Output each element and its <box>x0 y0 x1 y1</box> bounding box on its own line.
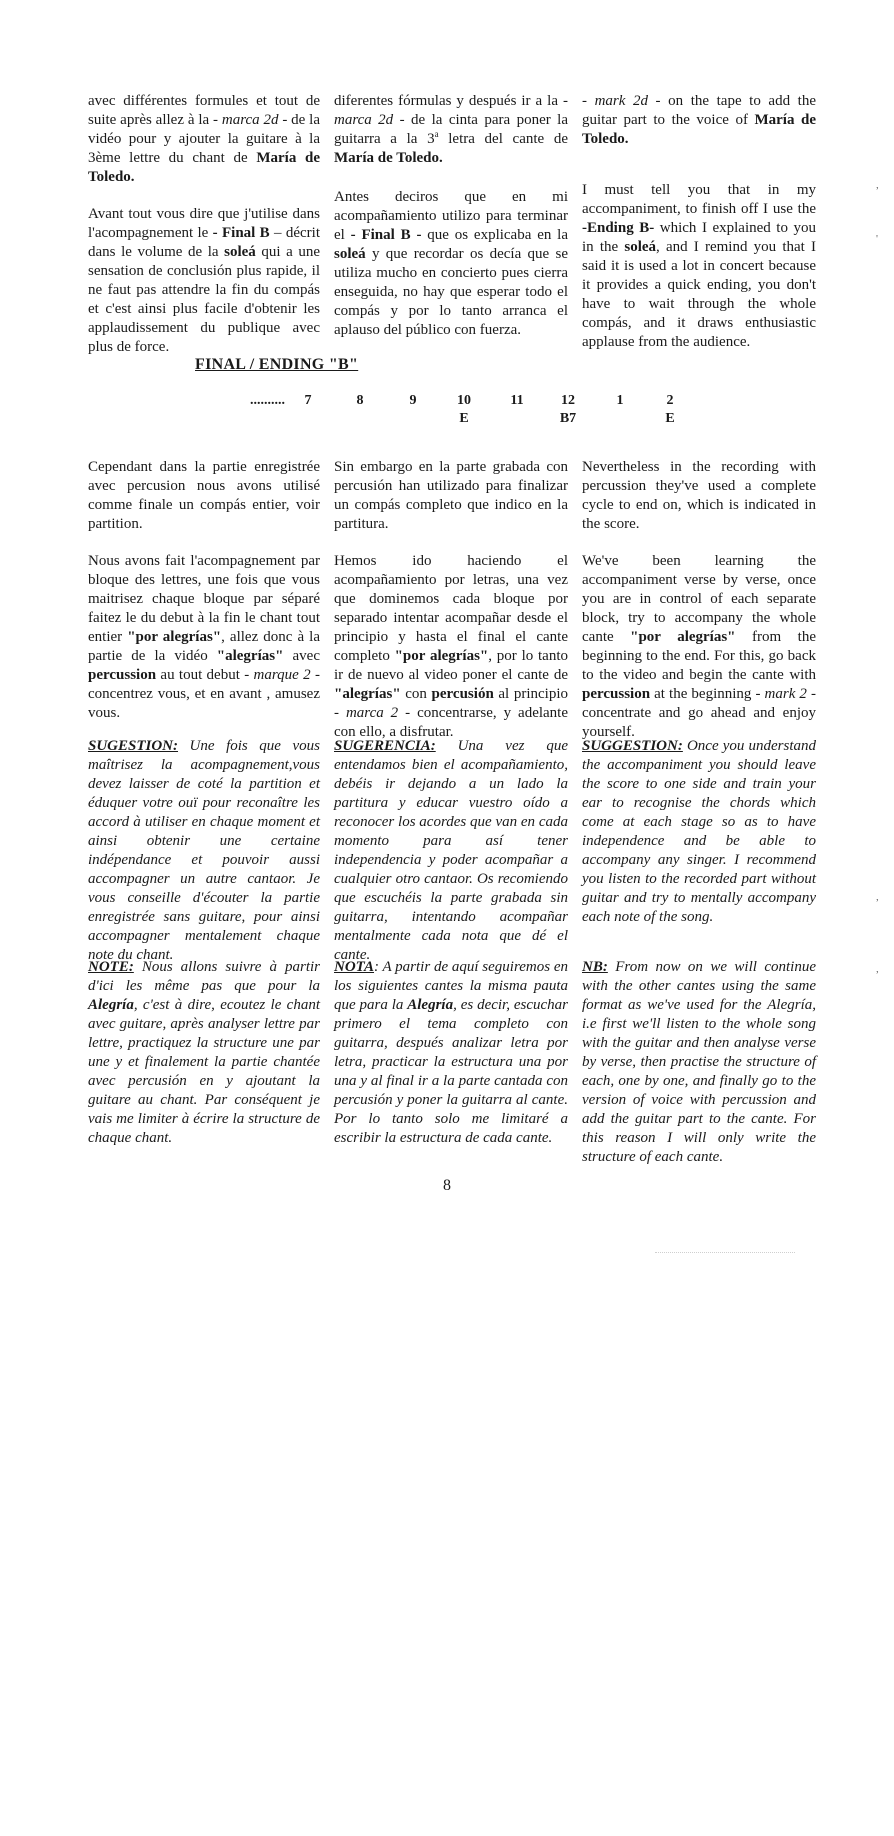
top-columns <box>88 92 817 355</box>
beat-7: 7 <box>304 393 312 408</box>
es-accompaniment-paragraph: Hemos ido haciendo el acompañamiento por letras, una vez que dominemos cada bloque por separado intentar acompañar desde el principio y hasta el final el cante completo "por alegrías", por lo tanto ir de nuevo al video poner el cante de "alegrías" con percusión al principio - marca 2 - concentrarse, y adelante con ello, a disfrutar. <box>334 553 569 740</box>
beat-12: 12 <box>561 393 575 408</box>
fr-suggestion: SUGESTION: Une fois que vous maîtrisez la acompagnement,vous devez laisser de coté la partition et éduquer votre ouï pour reconaître les accord à utiliser en chaque moment et ainsi obtenir une certaine indépendance et pouvoir aussi accompagner un autre cantaor. Je vous conseille d'écouter la partie enregistrée sans guitare, pour ainsi accompagner mentalement chaque note du chant. <box>88 738 320 963</box>
fr-note: NOTE: Nous allons suivre à partir d'ici les même pas que pour la Alegría, c'est à dire, ecoutez le chant avec guitare, après analyser lettre par lettre, practiquez la structure une par une y et finalement la partie chantée avec percusión en y ajoutant la guitare au chant. Par conséquent je vais me limiter à écrire la structure de chaque chant. <box>88 959 320 1146</box>
en-intro-paragraph: - mark 2d - on the tape to add the guitar part to the voice of María de Toledo. <box>582 93 817 147</box>
beat-9: 9 <box>409 393 417 408</box>
es-recording-paragraph: Sin embargo en la parte grabada con percusión han utilizado para finalizar un compás completo que indico en la partitura. <box>334 459 568 532</box>
beat-lead: .......... <box>250 393 285 408</box>
en-note: NB: From now on we will continue with the other cantes using the same format as we've used for the Alegría, i.e first we'll listen to the whole song with the guitar and then analyse verse by verse, then practise the structure of each, one by one, and finally go to the version of voice with percussion and add the guitar part to the cante. For this reason I will only write the structure of each cante. <box>582 959 816 1165</box>
scan-speck: , <box>876 963 879 975</box>
en-suggestion: SUGGESTION: Once you understand the accompaniment you should leave the score to one side and train your ear to recognise the chords which come at each stage so as to have independence and be able to accompany any singer. I recommend you listen to the recorded part without guitar and try to mentally accompany each note of the song. <box>582 738 816 925</box>
beat-1: 1 <box>616 393 624 408</box>
chord-under-beat-10: E <box>459 411 469 426</box>
spanish-column <box>334 92 568 358</box>
en-recording-paragraph: Nevertheless in the recording with percussion they've used a complete cycle to end on, which is indicated in the score. <box>582 459 816 532</box>
es-suggestion: SUGERENCIA: Una vez que entendamos bien el acompañamiento, debéis ir dejando a un lado la partitura y educar vuestro oído a reconocer los acordes que van en cada momento para así tener independencia y poder acompañar a cualquier otro cantaor. Os recomiendo que escuchéis la parte grabada sin guitarra, intentando acompañar mentalmente cada nota que dé el cante. <box>334 738 568 963</box>
chord-under-beat-2: E <box>665 411 675 426</box>
ending-title: FINAL / ENDING "B" <box>195 356 359 373</box>
scan-speck: , <box>876 179 879 191</box>
es-ending-paragraph: Antes deciros que en mi acompañamiento utilizo para terminar el - Final B - que os explicaba en la soleá y que recordar os decía que se utiliza mucho en concierto pues cierra enseguida, no hay que esperar todo el compás y por lo tanto arranca el aplauso del público con fuerza. <box>334 189 568 338</box>
english-column <box>582 92 816 370</box>
es-intro-paragraph: diferentes fórmulas y después ir a la - marca 2d - de la cinta para poner la guitarra a la 3$^a$ letra del cante de María de Toledo. <box>334 93 568 166</box>
es-note: NOTA: A partir de aquí seguiremos en los siguientes cantes la misma pauta que para la Alegría, es decir, escuchar primero el tema completo con guitarra, después analizar letra por letra, practicar la estructura una por una y al final ir a la parte cantada con percusión y poner la guitarra al cante. Por lo tanto solo me limitaré a escribir la estructura de cada cante. <box>334 959 568 1146</box>
english-column <box>582 458 816 760</box>
middle-columns <box>88 458 816 740</box>
scan-speck: , <box>876 891 879 903</box>
french-column <box>88 458 320 741</box>
beat-8: 8 <box>356 393 364 408</box>
en-accompaniment-paragraph: We've been learning the accompaniment verse by verse, once you are in control of each separate block, try to accompany the whole cante "por alegrías" from the beginning to the end. For this, go back to the video and begin the cante with percussion at the beginning - mark 2 - concentrate and go ahead and enjoy yourself. <box>582 553 816 740</box>
fr-intro-paragraph: avec différentes formules et tout de suite après allez à la - marca 2d - de la vidéo pour y ajouter la guitare à la 3ème lettre du chant de María de Toledo. <box>88 93 321 185</box>
beat-11: 11 <box>510 393 524 408</box>
chord-under-beat-12: B7 <box>559 411 577 426</box>
fr-accompaniment-paragraph: Nous avons fait l'acompagnement par bloque des lettres, une fois que vous maitrisez chaque bloque par séparé faitez le du debut à la fin le chant tout entier "por alegrías", allez donc à la partie de la vidéo "alegrías" avec percussion au tout debut - marque 2 - concentrez vous, et en avant , amusez vous. <box>88 553 321 721</box>
suggestion-columns <box>88 737 816 963</box>
spanish-column <box>334 458 568 760</box>
note-columns <box>88 958 816 1165</box>
en-ending-paragraph: I must tell you that in my accompaniment, to finish off I use the -Ending B- which I explained to you in the soleá, and I remind you that I said it is used a lot in concert because it provides a quick ending, you don't have to wait through the whole compás, and it draws enthusiastic applause from the audience. <box>582 182 816 350</box>
scan-speck: ' <box>876 233 878 245</box>
fr-recording-paragraph: Cependant dans la partie enregistrée avec percusion nous avons utilisé comme finale un compás entier, voir partition. <box>88 459 320 532</box>
scan-dotted-mark <box>655 1252 795 1253</box>
page-number: 8 <box>443 1177 451 1194</box>
beat-2: 2 <box>666 393 674 408</box>
fr-ending-paragraph: Avant tout vous dire que j'utilise dans l'acompagnement le - Final B – décrit dans le volume de la soleá qui a une sensation de conclusión plus rapide, il ne faut pas attendre la fin du compás et c'est ainsi plus facile d'obtenir les applaudissement du publique avec plus de force. <box>88 206 321 355</box>
beat-10: 10 <box>457 393 471 408</box>
french-column <box>88 92 320 375</box>
